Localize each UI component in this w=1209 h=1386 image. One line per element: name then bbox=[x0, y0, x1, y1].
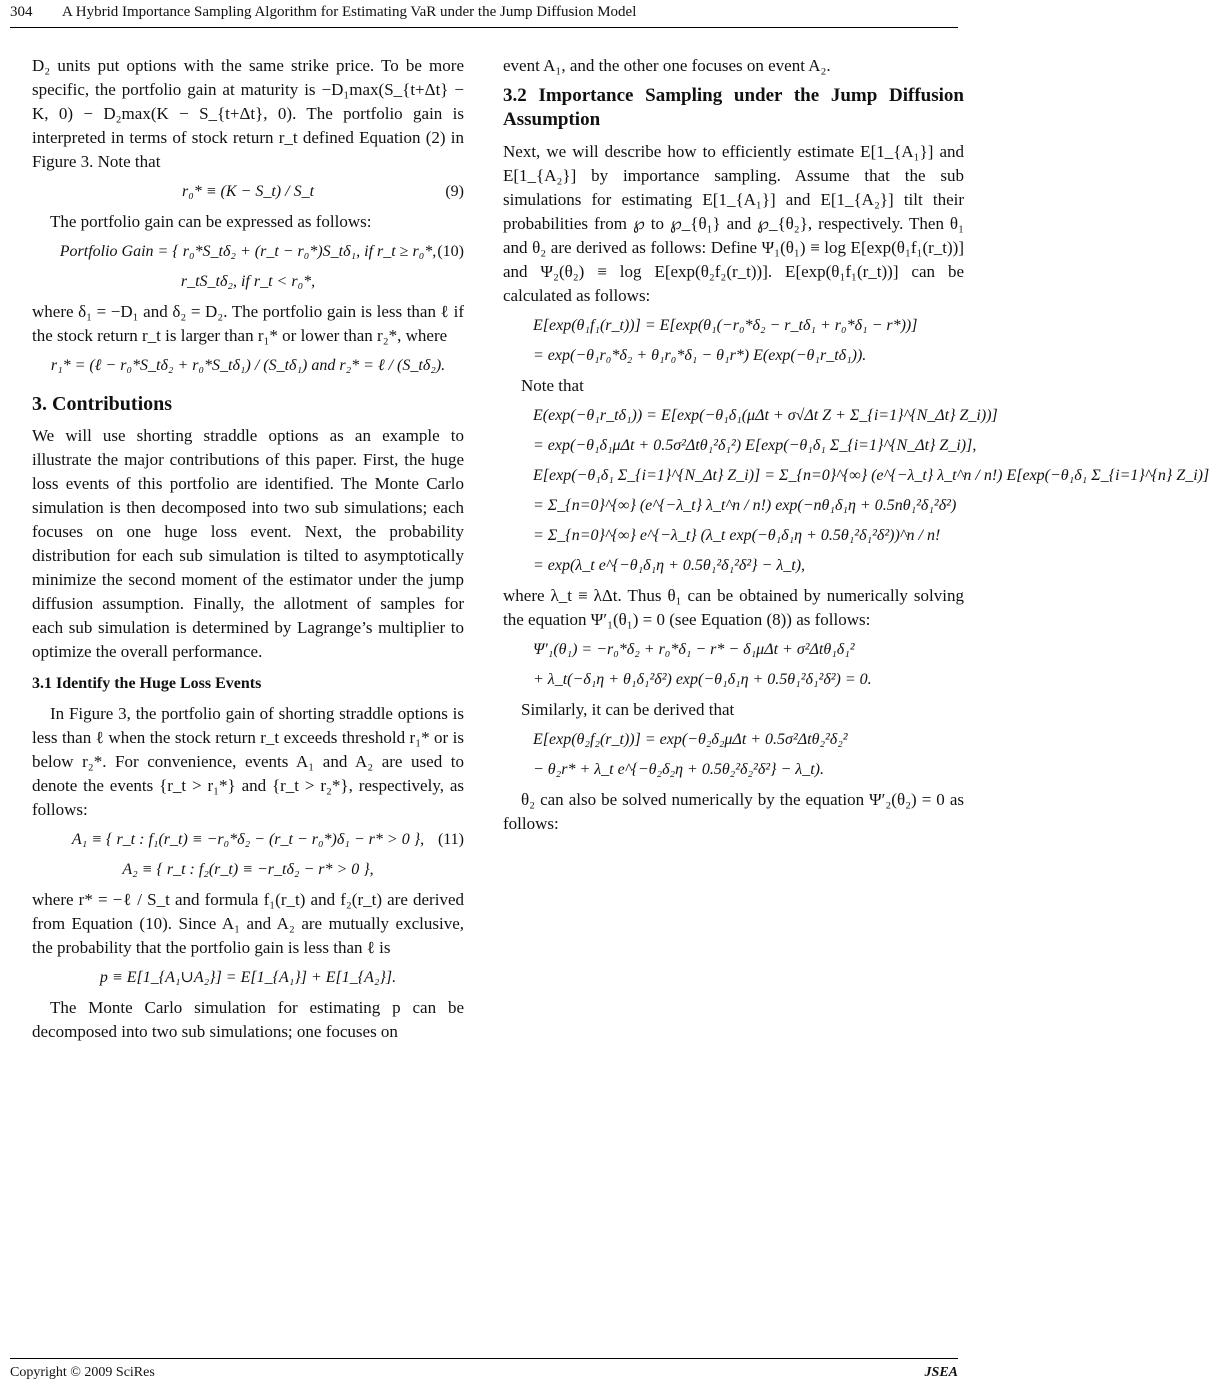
equation-body: = exp(−θ₁δ₁μΔt + 0.5σ²Δtθ₁²δ₁²) E[exp(−θ₁δ₁ Σ_{i=1}^{N_Δt} Z_i)], bbox=[533, 437, 977, 454]
journal-abbrev: JSEA bbox=[924, 1365, 958, 1380]
right-column bbox=[503, 54, 1209, 840]
equation-jump-1 bbox=[503, 464, 1209, 488]
equation-expect-1 bbox=[503, 404, 998, 428]
equation-theta2-1 bbox=[503, 728, 964, 752]
equation-derivative-1 bbox=[503, 638, 964, 662]
paragraph: Similarly, it can be derived that bbox=[521, 700, 735, 719]
page-footer bbox=[10, 1358, 958, 1380]
header-rule bbox=[10, 27, 958, 28]
equation-body: E[exp(θ₂f₂(r_t))] = exp(−θ₂δ₂μΔt + 0.5σ²Δtθ₂²δ₂² bbox=[533, 731, 848, 748]
equation-body: p ≡ E[1_{A₁∪A₂}] = E[1_{A₁}] + E[1_{A₂}]. bbox=[99, 969, 397, 986]
equation-probability bbox=[32, 966, 464, 990]
equation-body: E[exp(−θ₁δ₁ Σ_{i=1}^{N_Δt} Z_i)] = Σ_{n=0}^{∞} (e^{−λ_t} λ_t^n / n!) E[exp(−θ₁δ₁ Σ_{i=1}^{n} Z_i)] bbox=[533, 467, 1209, 484]
equation-number: (10) bbox=[437, 243, 464, 260]
equation-body: Portfolio Gain = { r₀*S_tδ₂ + (r_t − r₀*)S_tδ₁, if r_t ≥ r₀*, bbox=[59, 243, 437, 260]
equation-body: r₀* ≡ (K − S_t) / S_t bbox=[181, 183, 315, 200]
equation-mgf-2 bbox=[503, 344, 964, 368]
equation-number: (9) bbox=[445, 183, 464, 200]
subsection-heading: 3.1 Identify the Huge Loss Events bbox=[32, 675, 262, 692]
paragraph: Note that bbox=[521, 376, 584, 395]
equation-body: Ψ′₁(θ₁) = −r₀*δ₂ + r₀*δ₁ − r* − δ₁μΔt + σ²Δtθ₁δ₁² bbox=[533, 641, 855, 658]
running-header bbox=[0, 0, 968, 30]
paragraph: The portfolio gain can be expressed as follows: bbox=[50, 212, 372, 231]
paragraph: θ₂ can also be solved numerically by the equation Ψ′₂(θ₂) = 0 as follows: bbox=[503, 790, 964, 833]
page-number: 304 bbox=[10, 4, 33, 20]
paragraph: where λ_t ≡ λΔt. Thus θ₁ can be obtained by numerically solving the equation Ψ′₁(θ₁) = 0 (see Equation (8)) as follows: bbox=[503, 586, 964, 629]
equation-thresholds bbox=[32, 354, 464, 378]
equation-body: = Σ_{n=0}^{∞} (e^{−λ_t} λ_t^n / n!) exp(−nθ₁δ₁η + 0.5nθ₁²δ₁²δ²) bbox=[533, 497, 957, 514]
equation-body: = Σ_{n=0}^{∞} e^{−λ_t} (λ_t exp(−θ₁δ₁η + 0.5θ₁²δ₁²δ²))^n / n! bbox=[533, 527, 941, 544]
paragraph: We will use shorting straddle options as an example to illustrate the major contributions of this paper. First, the huge loss events of this portfolio are identified. The Monte Carlo simulation is then decomposed into two sub simulations; each focuses on one huge loss event. Next, the probability distribution for each sub simulation is tilted to asymptotically minimize the second moment of the estimator under the jump diffusion assumption. Finally, the allotment of samples for each sub simulation is determined by Lagrange’s multiplier to optimize the overall performance. bbox=[32, 426, 464, 661]
equation-body: A₂ ≡ { r_t : f₂(r_t) ≡ −r_tδ₂ − r* > 0 }, bbox=[122, 861, 374, 878]
equation-10-case bbox=[32, 270, 464, 294]
paragraph: where r* = −ℓ / S_t and formula f₁(r_t) and f₂(r_t) are derived from Equation (10). Since A₁ and A₂ are mutually exclusive, the probability that the portfolio gain is less than ℓ is bbox=[32, 890, 464, 957]
paragraph: event A₁, and the other one focuses on event A₂. bbox=[503, 56, 831, 75]
subsection-heading: 3.2 Importance Sampling under the Jump Diffusion Assumption bbox=[503, 85, 964, 130]
paragraph: where δ₁ = −D₁ and δ₂ = D₂. The portfolio gain is less than ℓ if the stock return r_t is larger than r₁* or lower than r₂*, where bbox=[32, 302, 464, 345]
equation-body: = exp(λ_t e^{−θ₁δ₁η + 0.5θ₁²δ₁²δ²} − λ_t), bbox=[533, 557, 806, 574]
equation-body: A₁ ≡ { r_t : f₁(r_t) ≡ −r₀*δ₂ − (r_t − r₀*)δ₁ − r* > 0 }, bbox=[71, 831, 425, 848]
equation-jump-4 bbox=[503, 554, 964, 578]
equation-9 bbox=[32, 180, 464, 204]
running-title: A Hybrid Importance Sampling Algorithm for Estimating VaR under the Jump Diffusion Model bbox=[62, 4, 637, 20]
paragraph: In Figure 3, the portfolio gain of shorting straddle options is less than ℓ when the stock return r_t exceeds threshold r₁* or is below r₂*. For convenience, events A₁ and A₂ are used to denote the events {r_t > r₁*} and {r_t > r₂*}, respectively, as follows: bbox=[32, 704, 464, 819]
equation-jump-3 bbox=[503, 524, 964, 548]
equation-mgf-1 bbox=[503, 314, 964, 338]
equation-theta2-2 bbox=[503, 758, 964, 782]
equation-11 bbox=[32, 828, 464, 852]
equation-derivative-2 bbox=[503, 668, 964, 692]
section-heading: 3. Contributions bbox=[32, 393, 173, 415]
equation-body: E[exp(θ₁f₁(r_t))] = E[exp(θ₁(−r₀*δ₂ − r_tδ₁ + r₀*δ₁ − r*))] bbox=[533, 317, 918, 334]
equation-body: E(exp(−θ₁r_tδ₁)) = E[exp(−θ₁δ₁(μΔt + σ√Δt Z + Σ_{i=1}^{N_Δt} Z_i))] bbox=[533, 407, 998, 424]
copyright: Copyright © 2009 SciRes bbox=[10, 1365, 155, 1380]
paragraph: Next, we will describe how to efficiently estimate E[1_{A₁}] and E[1_{A₂}] by importance sampling. Assume that the sub simulations for estimating E[1_{A₁}] and E[1_{A₂}] tilt their probabilities from ℘ to ℘_{θ₁} and ℘_{θ₂}, respectively. Then θ₁ and θ₂ are derived as follows: Define Ψ₁(θ₁) ≡ log E[exp(θ₁f₁(r_t))] and Ψ₂(θ₂) ≡ log E[exp(θ₂f₂(r_t))]. E[exp(θ₁f₁(r_t))] can be calculated as follows: bbox=[503, 142, 964, 305]
equation-body: − θ₂r* + λ_t e^{−θ₂δ₂η + 0.5θ₂²δ₂²δ²} − λ_t). bbox=[533, 761, 824, 778]
paragraph: The Monte Carlo simulation for estimating p can be decomposed into two sub simulations; one focuses on bbox=[32, 998, 464, 1041]
equation-10 bbox=[32, 240, 464, 264]
paragraph: D₂ units put options with the same strike price. To be more specific, the portfolio gain at maturity is −D₁max(S_{t+Δt} − K, 0) − D₂max(K − S_{t+Δt}, 0). The portfolio gain is interpreted in terms of stock return r_t defined Equation (2) in Figure 3. Note that bbox=[32, 56, 464, 171]
equation-body: r₁* = (ℓ − r₀*S_tδ₂ + r₀*S_tδ₁) / (S_tδ₁) and r₂* = ℓ / (S_tδ₂). bbox=[50, 357, 446, 374]
left-column bbox=[32, 54, 464, 1048]
equation-jump-2 bbox=[503, 494, 964, 518]
equation-number: (11) bbox=[437, 831, 464, 848]
equation-11-b bbox=[32, 858, 464, 882]
equation-expect-2 bbox=[503, 434, 977, 458]
equation-body: + λ_t(−δ₁η + θ₁δ₁²δ²) exp(−θ₁δ₁η + 0.5θ₁²δ₁²δ²) = 0. bbox=[533, 671, 872, 688]
equation-body: = exp(−θ₁r₀*δ₂ + θ₁r₀*δ₁ − θ₁r*) E(exp(−θ₁r_tδ₁)). bbox=[533, 347, 867, 364]
equation-body: r_tS_tδ₂, if r_t < r₀*, bbox=[180, 273, 316, 290]
